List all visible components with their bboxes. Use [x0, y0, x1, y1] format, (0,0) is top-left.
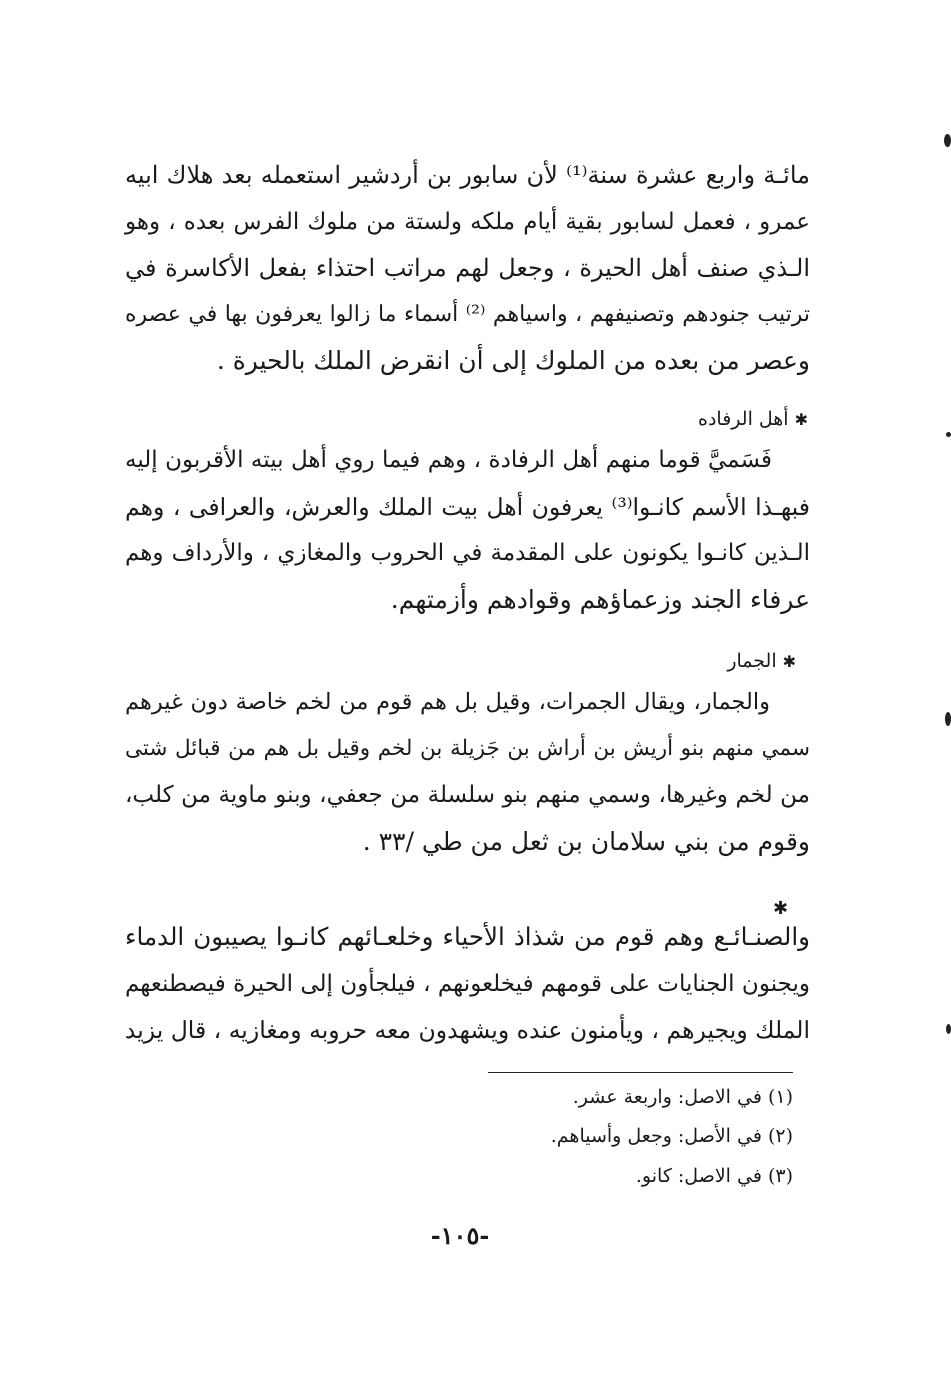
scan-edge-mark — [946, 1024, 951, 1034]
text-line: الـذي صنف أهل الحيرة ، وجعل لهم مراتب احتذاء بفعل الأكاسرة في — [125, 254, 810, 282]
text-line: والجمار، ويقال الجمرات، وقيل بل هم قوم من لخم خاصة دون غيرهم — [125, 689, 770, 715]
asterisk-icon: ✱ — [782, 652, 796, 671]
section-heading-text: الجمار — [727, 650, 777, 672]
scan-edge-mark — [945, 712, 951, 726]
scan-edge-mark — [944, 134, 951, 147]
text-line: سمي منهم بنو أريش بن أراش بن جَزيلة بن لخم وقيل بل هم من قبائل شتى — [125, 735, 810, 761]
text-line: فبهـذا الأسم كانـوا⁽³⁾ يعرفون أهل بيت الملك والعرش، والعرافى ، وهم — [125, 492, 810, 521]
footnote-3: (٣) في الاصل: كانو. — [635, 1165, 793, 1187]
paragraph-3 — [125, 679, 810, 865]
text-line: الـذين كانـوا يكونون على المقدمة في الحروب والمغازي ، والأرداف وهم — [125, 540, 810, 566]
asterisk-icon: ✱ — [794, 410, 808, 429]
text-line: عرفاء الجند وزعماؤهم وقوادهم وأزمتهم. — [390, 584, 810, 614]
text-line: وقوم من بني سلامان بن ثعل من طي /٣٣ . — [362, 826, 810, 856]
paragraph-2 — [125, 437, 810, 623]
section-heading-jimar — [727, 649, 796, 674]
text-line: ترتيب جنودهم وتصنيفهم ، واسياهم ⁽²⁾ أسماء ما زالوا يعرفون بها في عصره — [125, 301, 810, 327]
text-line: فَسَميَّ قوما منهم أهل الرفادة ، وهم فيما روي أهل بيته الأقربون إليه — [125, 447, 772, 473]
footnote-divider — [488, 1072, 793, 1073]
footnote-2: (٢) في الأصل: وجعل وأسياهم. — [550, 1125, 793, 1147]
text-line: من لخم وغيرها، وسمي منهم بنو سلسلة من جعفي، وبنو ماوية من كلب، — [125, 782, 810, 808]
section-heading-text: أهل الرفاده — [698, 408, 789, 430]
asterisk-icon: ✱ — [773, 898, 789, 919]
text-line: مائـة واربع عشرة سنة⁽¹⁾ لأن سابور بن أردشير استعمله بعد هلاك ابيه — [125, 161, 811, 189]
paragraph-4 — [125, 914, 810, 1054]
paragraph-1 — [125, 152, 810, 385]
text-line: ويجنون الجنايات على قومهم فيخلعونهم ، فيلجأون إلى الحيرة فيصطنعهم — [125, 970, 810, 997]
text-line: وعصر من بعده من الملوك إلى أن انقرض الملك بالحيرة . — [216, 346, 810, 375]
text-line: الملك ويجيرهم ، ويأمنون عنده ويشهدون معه حروبه ومغازيه ، قال يزيد — [124, 1016, 810, 1044]
page-number: -١٠٥- — [430, 1221, 490, 1250]
scan-edge-mark — [946, 432, 951, 437]
footnote-1: (١) في الاصل: واربعة عشر. — [572, 1086, 793, 1108]
text-line: عمرو ، فعمل لسابور بقية أيام ملكه ولستة من ملوك الفرس بعده ، وهو — [125, 208, 810, 235]
text-line: والصنـائـع وهم قوم من شذاذ الأحياء وخلعـائهم كانـوا يصيبون الدماء — [125, 922, 810, 951]
section-heading-rifada — [698, 407, 808, 432]
